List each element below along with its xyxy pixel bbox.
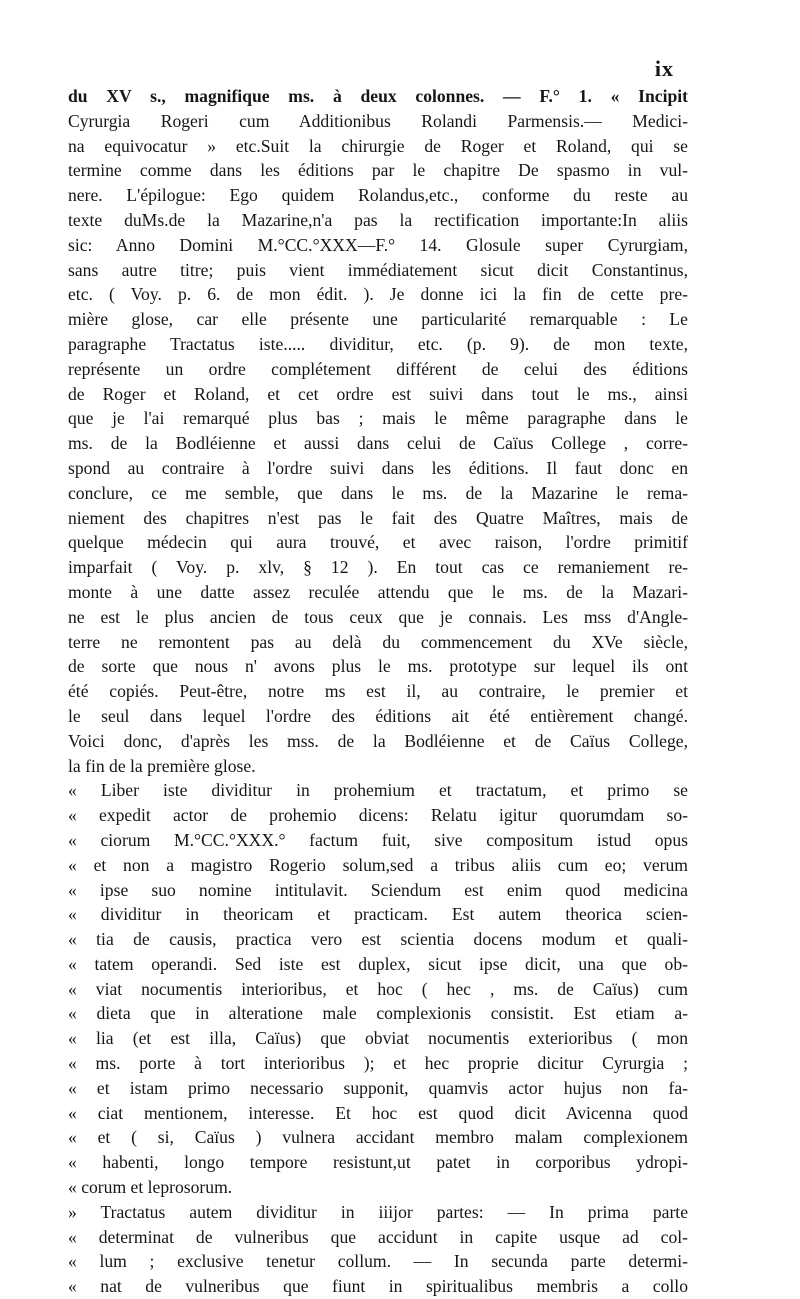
body-text (68, 84, 688, 1299)
text-line-43: « et ( si, Caïus ) vulnera accidant membro malam complexionem (68, 1127, 688, 1148)
text-line-14: que je l'ai remarqué plus bas ; mais le même paragraphe dans le (68, 408, 688, 429)
text-line-26: le seul dans lequel l'ordre des éditions ait été entièrement changé. (68, 705, 688, 726)
text-line-47: « determinat de vulneribus que accidunt in capite usque ad col- (68, 1226, 688, 1247)
text-line-30: « expedit actor de prohemio dicens: Relatu igitur quorumdam so- (68, 805, 688, 826)
text-line-3: na equivocatur » etc.Suit la chirurgie de Roger et Roland, qui se (68, 135, 688, 156)
text-line-9: etc. ( Voy. p. 6. de mon édit. ). Je donne ici la fin de cette pre- (68, 284, 688, 305)
text-line-31: « ciorum M.°CC.°XXX.° factum fuit, sive compositum istud opus (68, 829, 688, 850)
text-line-41: « et istam primo necessario supponit, quamvis actor hujus non fa- (68, 1077, 688, 1098)
text-line-22: ne est le plus ancien de tous ceux que je connais. Les mss d'Angle- (68, 606, 688, 627)
text-line-24: de sorte que nous n' avons plus le ms. prototype sur lequel ils ont (68, 656, 688, 677)
text-line-39: « lia (et est illa, Caïus) que obviat nocumentis exterioribus ( mon (68, 1028, 688, 1049)
text-line-33: « ipse suo nomine intitulavit. Sciendum est enim quod medicina (68, 879, 688, 900)
text-line-21: monte à une datte assez reculée attendu que le ms. de la Mazari- (68, 581, 688, 602)
text-line-38: « dieta que in alteratione male complexionis consistit. Est etiam a- (68, 1003, 688, 1024)
text-line-45: « corum et leprosorum. (68, 1177, 233, 1198)
text-line-40: « ms. porte à tort interioribus ); et hec proprie dicitur Cyrurgia ; (68, 1053, 688, 1074)
text-line-6: texte duMs.de la Mazarine,n'a pas la rectification importante:In aliis (68, 209, 688, 230)
text-line-1: du XV s., magnifique ms. à deux colonnes. — F.° 1. « Incipit (68, 86, 688, 106)
text-line-18: niement des chapitres n'est pas le fait des Quatre Maîtres, mais de (68, 507, 688, 528)
text-line-2: Cyrurgia Rogeri cum Additionibus Rolandi Parmensis.— Medici- (68, 110, 688, 131)
text-line-49: « nat de vulneribus que fiunt in spiritualibus membris a collo (68, 1276, 688, 1297)
text-line-4: termine comme dans les éditions par le chapitre De spasmo in vul- (68, 160, 688, 181)
page-number: ix (654, 56, 674, 81)
text-line-10: mière glose, car elle présente une particularité remarquable : Le (68, 309, 688, 330)
text-line-36: « tatem operandi. Sed iste est duplex, sicut ipse dicit, una que ob- (68, 953, 688, 974)
text-line-5: nere. L'épilogue: Ego quidem Rolandus,etc., conforme du reste au (68, 185, 688, 206)
text-line-17: conclure, ce me semble, que dans le ms. de la Mazarine le rema- (68, 482, 688, 503)
text-line-20: imparfait ( Voy. p. xlv, § 12 ). En tout cas ce remaniement re- (68, 557, 688, 578)
text-line-16: spond au contraire à l'ordre suivi dans les éditions. Il faut donc en (68, 457, 688, 478)
text-line-25: été copiés. Peut-être, notre ms est il, au contraire, le premier et (68, 681, 688, 702)
text-line-28: la fin de la première glose. (68, 755, 256, 776)
text-line-19: quelque médecin qui aura trouvé, et avec raison, l'ordre primitif (68, 532, 688, 553)
text-line-32: « et non a magistro Rogerio solum,sed a tribus aliis cum eo; verum (68, 854, 688, 875)
text-line-15: ms. de la Bodléienne et aussi dans celui de Caïus College , corre- (68, 433, 688, 454)
text-line-37: « viat nocumentis interioribus, et hoc ( hec , ms. de Caïus) cum (68, 978, 688, 999)
text-line-12: représente un ordre complétement différent de celui des éditions (68, 358, 688, 379)
text-line-7: sic: Anno Domini M.°CC.°XXX—F.° 14. Glosule super Cyrurgiam, (68, 234, 688, 255)
text-line-46: » Tractatus autem dividitur in iiijor partes: — In prima parte (68, 1201, 688, 1222)
text-line-44: « habenti, longo tempore resistunt,ut patet in corporibus ydropi- (68, 1152, 688, 1173)
text-line-11: paragraphe Tractatus iste..... dividitur, etc. (p. 9). de mon texte, (68, 333, 688, 354)
text-line-13: de Roger et Roland, et cet ordre est suivi dans tout le ms., ainsi (68, 383, 688, 404)
text-line-48: « lum ; exclusive tenetur collum. — In secunda parte determi- (68, 1251, 688, 1272)
text-line-35: « tia de causis, practica vero est scientia docens modum et quali- (68, 929, 688, 950)
text-line-27: Voici donc, d'après les mss. de la Bodléienne et de Caïus College, (68, 730, 688, 751)
text-line-34: « dividitur in theoricam et practicam. Est autem theorica scien- (68, 904, 688, 925)
text-line-23: terre ne remontent pas au delà du commencement du XVe siècle, (68, 631, 688, 652)
text-line-29: « Liber iste dividitur in prohemium et tractatum, et primo se (68, 780, 688, 801)
text-line-8: sans autre titre; puis vient immédiatement sicut dicit Constantinus, (68, 259, 688, 280)
text-line-42: « ciat mentionem, interesse. Et hoc est quod dicit Avicenna quod (68, 1102, 688, 1123)
